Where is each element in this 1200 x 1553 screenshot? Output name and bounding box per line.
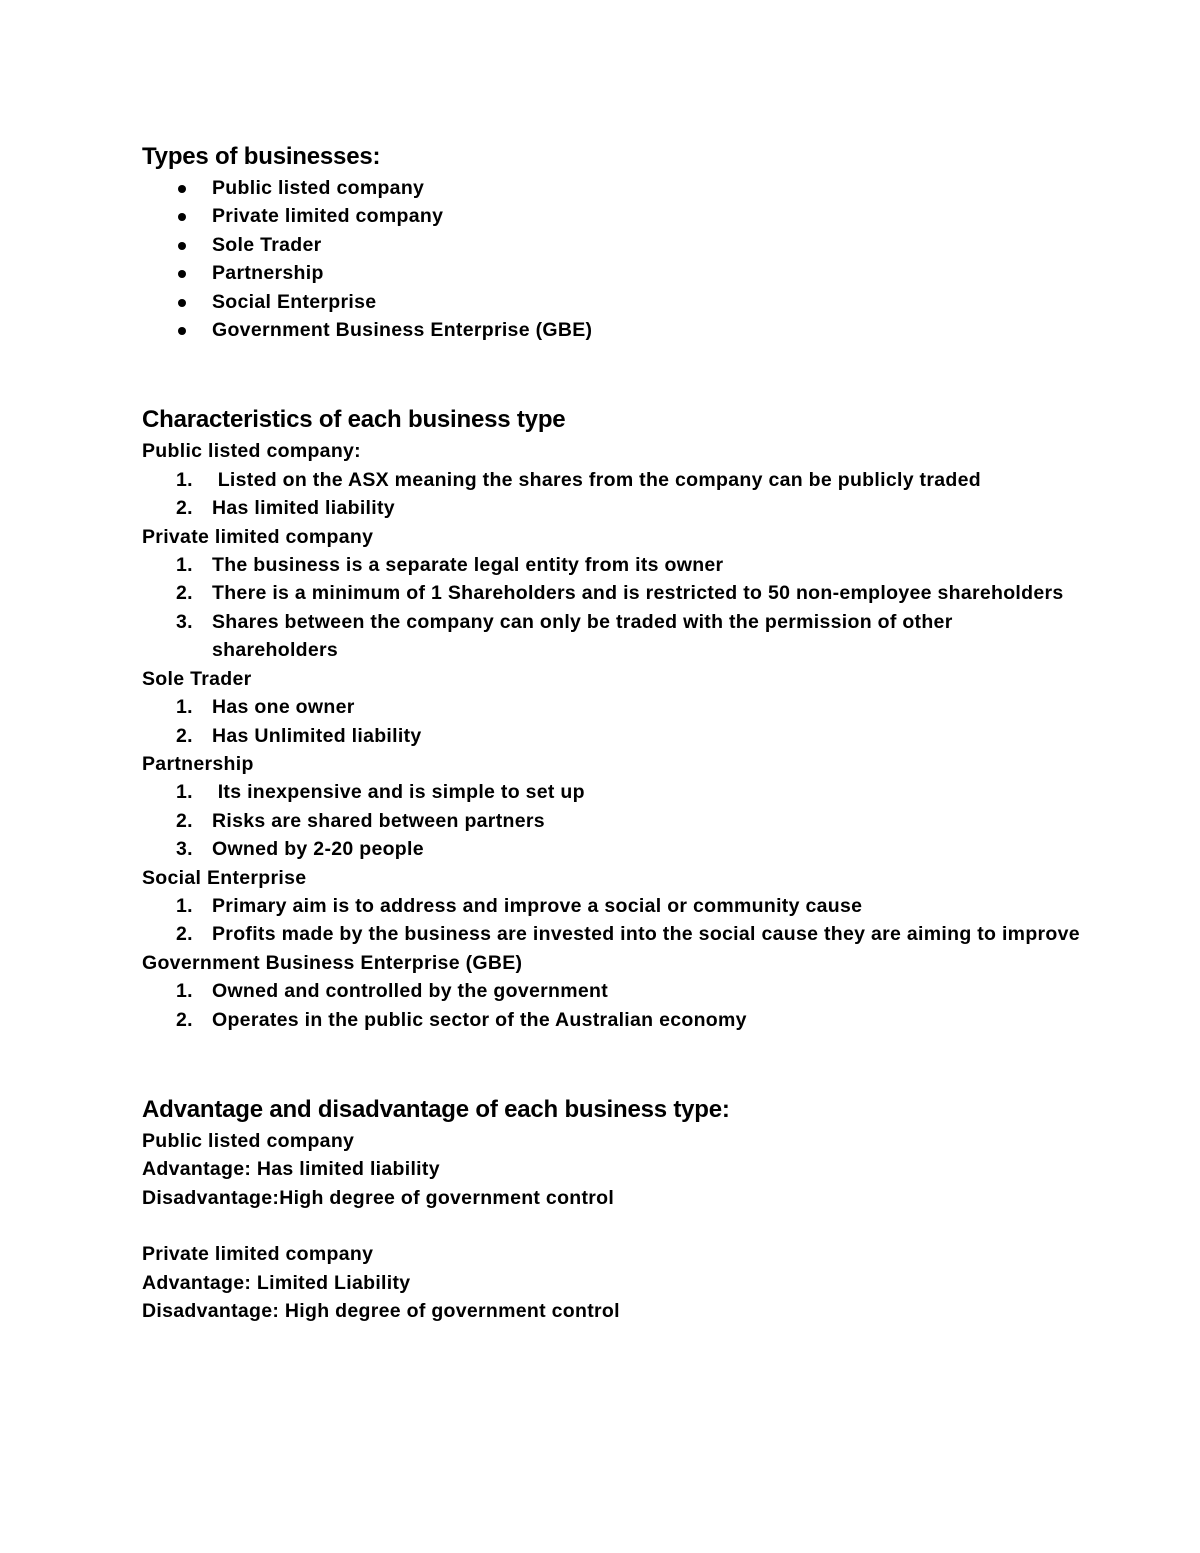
group-title-public: Public listed company:	[142, 440, 361, 463]
list-item: 1. Owned and controlled by the government	[176, 980, 609, 1003]
group-title-gbe: Government Business Enterprise (GBE)	[142, 951, 523, 974]
bullet-icon	[178, 270, 186, 278]
adv-block-title: Private limited company	[142, 1243, 374, 1266]
document-page	[142, 140, 1082, 1325]
public-characteristics-list	[142, 466, 1082, 523]
list-item: Social Enterprise	[142, 288, 1082, 316]
social-enterprise-characteristics-list	[142, 892, 1082, 949]
list-item: 1. The business is a separate legal entity from its owner	[176, 554, 724, 577]
list-item: Partnership	[142, 259, 1082, 287]
list-item: Private limited company	[142, 202, 1082, 230]
partnership-characteristics-list	[142, 778, 1082, 863]
bullet-icon	[178, 213, 186, 221]
list-item: 1. Its inexpensive and is simple to set up	[176, 781, 585, 804]
characteristics-heading: Characteristics of each business type	[142, 406, 566, 434]
list-item: 1. Primary aim is to address and improve a social or community cause	[176, 894, 863, 917]
list-item: 3. Owned by 2-20 people	[176, 838, 424, 861]
bullet-icon	[178, 299, 186, 307]
types-list	[142, 174, 1082, 344]
private-characteristics-list	[142, 551, 1082, 665]
disadvantage-text: Disadvantage: High degree of government control	[142, 1300, 620, 1322]
advantages-heading: Advantage and disadvantage of each business type:	[142, 1095, 730, 1123]
bullet-icon	[178, 242, 186, 250]
group-title-partnership: Partnership	[142, 752, 254, 775]
bullet-icon	[178, 327, 186, 335]
advantage-text: Advantage: Has limited liability	[142, 1158, 440, 1181]
group-title-private: Private limited company	[142, 525, 374, 548]
list-item: 1. Listed on the ASX meaning the shares from the company can be publicly traded	[176, 468, 981, 491]
gbe-characteristics-list	[142, 977, 1082, 1034]
adv-block-title: Public listed company	[142, 1129, 355, 1152]
list-item: Public listed company	[142, 174, 1082, 202]
list-item: 3. Shares between the company can only be traded with the permission of other shareholders	[176, 610, 953, 662]
list-item: 2. Profits made by the business are invested into the social cause they are aiming to improve	[176, 923, 1080, 946]
advantage-text: Advantage: Limited Liability	[142, 1271, 411, 1294]
adv-block-public	[142, 1127, 1082, 1212]
list-item: Government Business Enterprise (GBE)	[142, 316, 1082, 344]
list-item: 2. Has limited liability	[176, 497, 395, 520]
list-item: 1. Has one owner	[176, 696, 355, 719]
group-title-sole-trader: Sole Trader	[142, 667, 252, 690]
sole-trader-characteristics-list	[142, 693, 1082, 750]
adv-block-private	[142, 1240, 1082, 1325]
list-item: 2. Has Unlimited liability	[176, 724, 422, 747]
types-heading: Types of businesses:	[142, 143, 381, 170]
list-item: Sole Trader	[142, 231, 1082, 259]
list-item: 2. Operates in the public sector of the Australian economy	[176, 1008, 747, 1031]
list-item: 2. There is a minimum of 1 Shareholders and is restricted to 50 non-employee shareholders	[176, 582, 1064, 605]
disadvantage-text: Disadvantage:High degree of government control	[142, 1186, 615, 1209]
bullet-icon	[178, 185, 186, 193]
group-title-social-enterprise: Social Enterprise	[142, 866, 307, 889]
list-item: 2. Risks are shared between partners	[176, 809, 545, 832]
